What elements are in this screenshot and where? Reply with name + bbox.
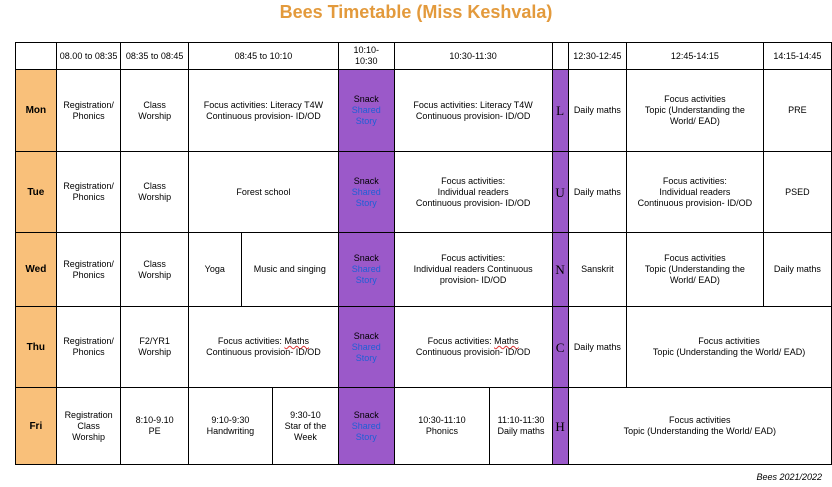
lunch-letter: N <box>552 233 568 307</box>
header-time: 08:45 to 10:10 <box>188 43 338 70</box>
cell-focus: Focus activities: Individual readers Continuous provision- ID/OD <box>394 152 552 233</box>
cell-sanskrit: Sanskrit <box>568 233 627 307</box>
header-lunch-blank <box>552 43 568 70</box>
cell-pe: 8:10-9.10 PE <box>121 388 188 465</box>
cell-worship: Class Worship <box>121 233 188 307</box>
cell-handwriting: 9:10-9:30 Handwriting <box>189 388 273 464</box>
lunch-letter: H <box>552 388 568 465</box>
cell-phonics: 10:30-11:10 Phonics <box>394 388 490 465</box>
header-time: 10:30-11:30 <box>394 43 552 70</box>
cell-worship: Class Worship <box>121 152 188 233</box>
cell-registration: Registration/ Phonics <box>56 70 121 152</box>
cell-pre: PRE <box>763 70 831 152</box>
cell-maths: Daily maths <box>568 307 627 388</box>
cell-maths: Daily maths <box>763 233 831 307</box>
timetable <box>15 42 832 465</box>
page-title: Bees Timetable (Miss Keshvala) <box>279 2 553 22</box>
cell-yoga: Yoga <box>188 233 241 307</box>
cell-snack: Snack Shared Story <box>339 152 395 233</box>
cell-music: Music and singing <box>241 233 338 307</box>
cell-psed: PSED <box>763 152 831 233</box>
day-label: Tue <box>16 152 57 233</box>
cell-focus: Focus activities: Maths Continuous provision- ID/OD <box>188 307 338 388</box>
corner-cell <box>16 43 57 70</box>
row-tuesday <box>16 152 832 233</box>
cell-snack: Snack Shared Story <box>339 70 395 152</box>
row-friday <box>16 388 832 465</box>
cell-focus: Focus activities: Literacy T4W Continuous provision- ID/OD <box>394 70 552 152</box>
cell-snack: Snack Shared Story <box>339 388 395 465</box>
cell-topic: Focus activities Topic (Understanding the World/ EAD) <box>627 70 764 152</box>
cell-topic: Focus activities Topic (Understanding the World/ EAD) <box>568 388 831 465</box>
cell-maths: Daily maths <box>568 152 627 233</box>
header-time: 14:15-14:45 <box>763 43 831 70</box>
cell-worship: F2/YR1 Worship <box>121 307 188 388</box>
cell-maths: 11:10-11:30 Daily maths <box>490 388 552 465</box>
day-label: Thu <box>16 307 57 388</box>
cell-topic: Focus activities Topic (Understanding the World/ EAD) <box>627 307 832 388</box>
cell-focus: Focus activities: Maths Continuous provision- ID/OD <box>394 307 552 388</box>
cell-focus: Focus activities: Literacy T4W Continuous provision- ID/OD <box>188 70 338 152</box>
lunch-letter: C <box>552 307 568 388</box>
header-time: 08.00 to 08:35 <box>56 43 121 70</box>
header-time: 10:10- 10:30 <box>339 43 395 70</box>
header-row <box>16 43 832 70</box>
row-wednesday <box>16 233 832 307</box>
header-time: 08:35 to 08:45 <box>121 43 188 70</box>
cell-maths: Daily maths <box>568 70 627 152</box>
header-time: 12:45-14:15 <box>627 43 764 70</box>
cell-star-of-week: 9:30-10 Star of the Week <box>284 409 327 442</box>
day-label: Fri <box>16 388 57 465</box>
header-time: 12:30-12:45 <box>568 43 627 70</box>
row-thursday <box>16 307 832 388</box>
cell-registration: Registration/ Phonics <box>56 233 121 307</box>
row-monday <box>16 70 832 152</box>
cell-forest-school: Forest school <box>188 152 338 233</box>
cell-worship: Class Worship <box>121 70 188 152</box>
footer-note: Bees 2021/2022 <box>756 472 822 482</box>
cell-topic: Focus activities Topic (Understanding the World/ EAD) <box>627 233 764 307</box>
day-label: Wed <box>16 233 57 307</box>
cell-registration: Registration/ Phonics <box>56 307 121 388</box>
lunch-letter: L <box>552 70 568 152</box>
lunch-letter: U <box>552 152 568 233</box>
day-label: Mon <box>16 70 57 152</box>
cell-registration: Registration Class Worship <box>56 388 121 465</box>
cell-focus: Focus activities: Individual readers Continuous provision- ID/OD <box>394 233 552 307</box>
cell-registration: Registration/ Phonics <box>56 152 121 233</box>
cell-snack: Snack Shared Story <box>339 307 395 388</box>
cell-topic: Focus activities: Individual readers Continuous provision- ID/OD <box>627 152 764 233</box>
cell-split <box>188 388 338 465</box>
cell-snack: Snack Shared Story <box>339 233 395 307</box>
